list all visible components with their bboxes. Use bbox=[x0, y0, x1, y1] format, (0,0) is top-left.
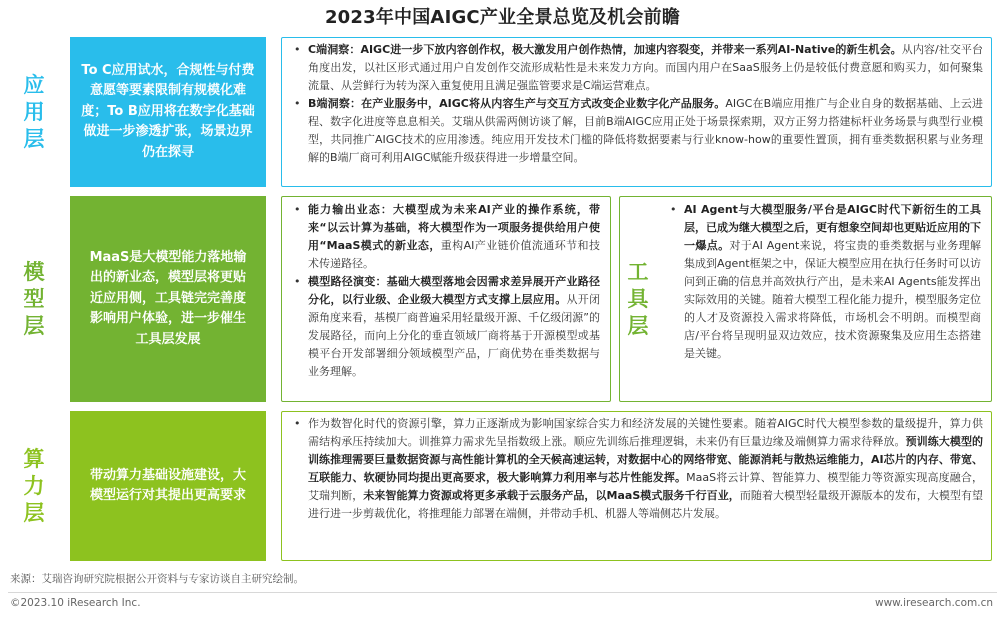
compute-text-2: MaaS将云计算、智能算力、模型能力等资源实现高度融合，艾瑞判断， bbox=[308, 471, 984, 502]
list-item bbox=[308, 201, 600, 273]
compute-text-1: 作为数智化时代的资源引擎，算力正逐渐成为影响国家综合实力和经济发展的关键性要素。随着AIGC时代大模型参数的量级提升，算力供需结构承压持续加大。训推算力需求先呈指数级上涨。顺应先训练后推理逻辑，未来仍有巨量边缘及端侧算力需求待释放。 bbox=[308, 417, 983, 448]
layer-label-char: 工 bbox=[627, 259, 649, 284]
website-link[interactable]: www.iresearch.com.cn bbox=[874, 597, 993, 609]
footer-divider bbox=[8, 592, 997, 593]
list-item bbox=[308, 95, 983, 167]
list-item bbox=[684, 201, 981, 363]
list-item bbox=[308, 415, 983, 523]
bullet-body: 从开闭源角度来看，基模厂商普遍采用轻量级开源、千亿级闭源”的发展路径，而向上分化的垂直领域厂商将基于开源模型或基模平台开发部署细分领域模型产品，厂商优势在垂类数据与业务理解。 bbox=[308, 293, 601, 378]
layer-label-model bbox=[14, 196, 54, 402]
model-summary-box bbox=[70, 196, 266, 402]
layer-label-app bbox=[14, 37, 54, 187]
bullet-head: 能力输出业态：大模型成为未来AI产业的操作系统，带来“以云计算为基础，将大模型作为一项服务提供给用户使用“MaaS模式的新业态， bbox=[308, 203, 600, 252]
app-summary-box bbox=[70, 37, 266, 187]
bullet-body: AIGC在B端应用推广与企业自身的数据基础、上云进程、数字化进度等息息相关。艾瑞从供需两侧访谈了解，目前B端AIGC应用正处于场景探索期，双方正努力搭建标杆业务场景与典型行业模型，共同推广AIGC技术的应用渗透。纯应用开发技术门槛的降低将数据要素与行业know-how的重要性置顶，拥有垂类数据积累与业务理解的B端厂商可利用AIGC赋能升级获得进一步增量空间。 bbox=[308, 97, 983, 164]
compute-bold-2: 未来智能算力资源或将更多承载于云服务产品，以MaaS模式服务千行百业， bbox=[363, 489, 740, 502]
compute-summary-text: 带动算力基础设施建设，大模型运行对其提出更高要求 bbox=[89, 467, 246, 503]
compute-bold-1: 预训练大模型的训练推理需要巨量数据资源与高性能计算机的全天候高速运转，对数据中心的网络带宽、能源消耗与散热运维能力，AI芯片的内存、带宽、互联能力、软硬协同均提出更高要求，极大影响算力利用率与芯片性能发挥。 bbox=[308, 435, 984, 484]
layer-label-char: 模 bbox=[23, 259, 45, 284]
bullet-head: 模型路径演变：基础大模型落地会因需求差异展开产业路径分化，以行业级、企业级大模型方式支撑上层应用。 bbox=[308, 275, 600, 306]
app-summary-text: To C应用试水，合规性与付费意愿等要素限制有规模化难度；To B应用将在数字化基础做进一步渗透扩张，场景边界仍在探寻 bbox=[81, 62, 255, 160]
list-item bbox=[308, 41, 983, 95]
layer-label-char: 型 bbox=[23, 286, 45, 311]
layer-label-char: 应 bbox=[23, 72, 45, 97]
layer-label-char: 层 bbox=[23, 500, 45, 525]
compute-detail-box bbox=[281, 411, 992, 561]
bullet-head: C端洞察：AIGC进一步下放内容创作权，极大激发用户创作热情，加速内容裂变，并带来一系列AI-Native的新生机会。 bbox=[308, 43, 902, 56]
bullet-head: AI Agent与大模型服务/平台是AIGC时代下新衍生的工具层，已成为继大模型之后，更有想象空间却也更贴近应用的下一爆点。 bbox=[684, 203, 981, 252]
page-title: 2023年中国AIGC产业全景总览及机会前瞻 bbox=[324, 7, 681, 28]
bullet-body: 对于AI Agent来说，将宝贵的垂类数据与业务理解集成到Agent框架之中，保证大模型应用在执行任务时可以访问到正确的信息并高效执行产出，是未来AI Agents能发挥出实际效用的关键。随着大模型工程化能力提升，模型服务定位的人才及资源投入需求将降低，市场机会不明朗。而模型商店/平台将呈现明显双边效应，技术资源聚集及应用生态搭建是关键。 bbox=[684, 239, 981, 360]
model-detail-box bbox=[281, 196, 611, 402]
bullet-head: B端洞察：在产业服务中，AIGC将从内容生产与交互方式改变企业数字化产品服务。 bbox=[308, 97, 726, 110]
layer-label-char: 层 bbox=[23, 126, 45, 151]
layer-label-char: 具 bbox=[627, 286, 649, 311]
model-summary-text: MaaS是大模型能力落地输出的新业态，模型层将更贴近应用侧，工具链完完善度影响用户体验，进一步催生工具层发展 bbox=[89, 249, 247, 347]
copyright: ©2023.10 iResearch Inc. bbox=[10, 597, 141, 609]
source-note: 来源：艾瑞咨询研究院根据公开资料与专家访谈自主研究绘制。 bbox=[10, 573, 304, 585]
tool-detail-box bbox=[619, 196, 992, 402]
layer-label-char: 力 bbox=[23, 473, 45, 498]
layer-label-char: 层 bbox=[627, 313, 649, 338]
layer-label-char: 用 bbox=[23, 99, 45, 124]
compute-summary-box bbox=[70, 411, 266, 561]
layer-label-char: 层 bbox=[23, 313, 45, 338]
layer-label-char: 算 bbox=[23, 446, 45, 471]
compute-text-3: 而随着大模型轻量级开源版本的发布，大模型有望进行进一步剪裁优化，将推理能力部署在端侧，并带动手机、机器人等端侧芯片发展。 bbox=[308, 489, 984, 520]
bullet-body: 从内容/社交平台角度出发，以社区形式通过用户自发创作交流形成粘性是未来发力方向。而国内用户在SaaS服务上仍是较低付费意愿和购买力，如何聚集流量、从尝鲜行为转为深入重复使用且满足强监管要求是C端运营难点。 bbox=[308, 43, 983, 92]
bullet-body: 重构AI产业链价值流通环节和技术传递路径。 bbox=[308, 239, 600, 270]
layer-label-compute bbox=[14, 411, 54, 561]
list-item bbox=[308, 273, 600, 381]
app-detail-box bbox=[281, 37, 992, 187]
